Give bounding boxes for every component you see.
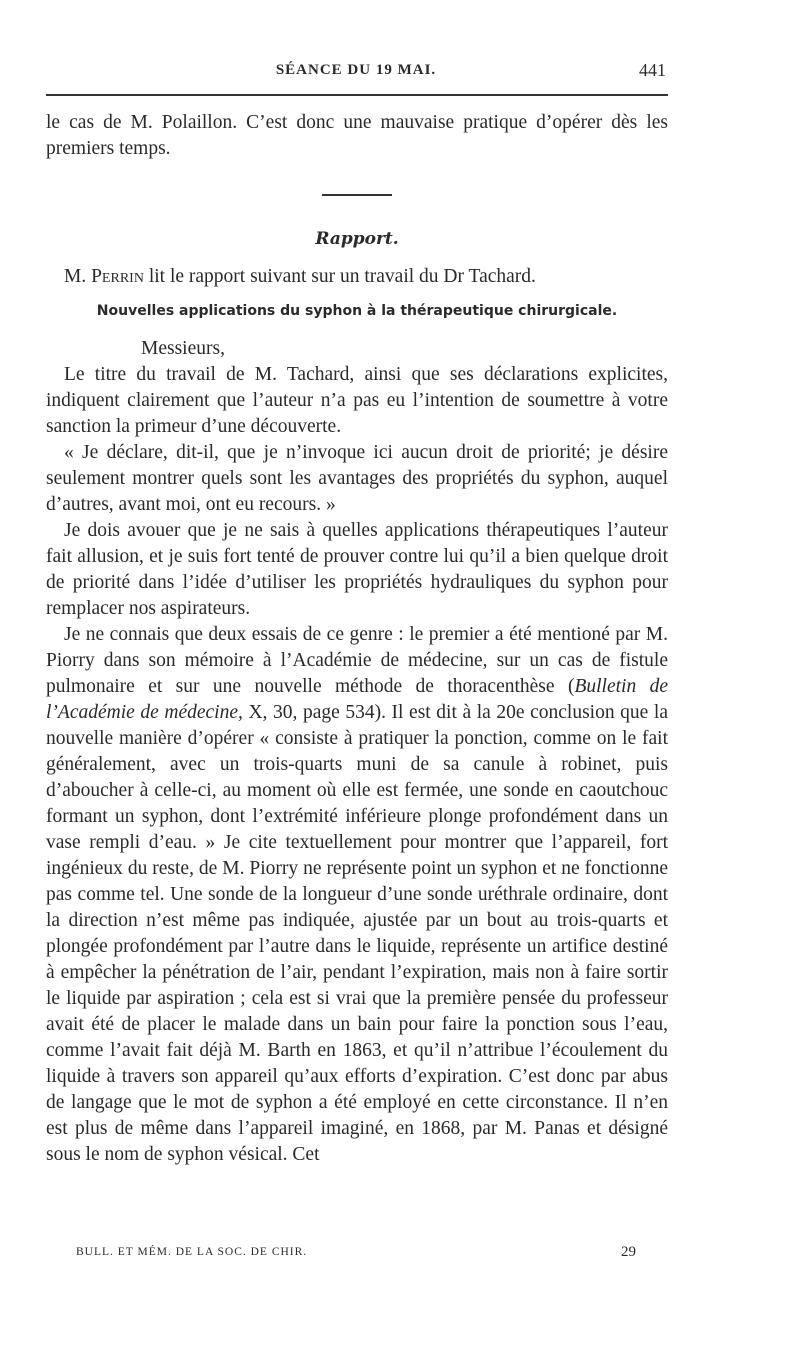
- paragraph: Le titre du travail de M. Tachard, ainsi que ses déclarations explicites, indiquent clairement que l’auteur n’a pas eu l’intention de soumettre à votre sanction la primeur d’une découverte.: [46, 364, 668, 437]
- salutation: Messieurs,: [141, 338, 225, 359]
- journal-footer: BULL. ET MÉM. DE LA SOC. DE CHIR.: [76, 1246, 308, 1258]
- page-body: [46, 110, 668, 1168]
- running-title: SÉANCE DU 19 MAI.: [275, 62, 437, 78]
- paragraph-text-part: X, 30, page 534). Il est dit à la 20e conclusion que la nouvelle manière d’opérer « consiste à pratiquer la ponction, comme on le fait généralement, avec un trois-quarts muni de sa canule à robinet, puis d’aboucher à celle-ci, au moment où elle est fermée, une sonde en caoutchouc formant un syphon, dont l’extrémité inférieure plonge profondément dans un vase rempli d’eau. » Je cite textuellement pour montrer que l’appareil, fort ingénieux du reste, de M. Piorry ne représente point un syphon et ne fonctionne pas comme tel. Une sonde de la longueur d’une sonde uréthrale ordinaire, dont la direction n’est même pas indiquée, ajustée par un bout au trois-quarts et plongée profondément par l’autre dans le liquide, représente un artifice destiné à empêcher la pénétration de l’air, pendant l’expiration, mais non à faire sortir le liquide par aspiration ; cela est si vrai que la première pensée du professeur avait été de placer le malade dans un bain pour faire la ponction sous l’eau, comme l’avait fait déjà M. Barth en 1863, et qu’il n’attribue l’écoulement du liquide à travers son appareil qu’aux efforts d’expiration. C’est donc par abus de langage que le mot de syphon a été employé en cette circonstance. Il n’en est plus de même dans l’appareil imaginé, en 1868, par M. Panas et désigné sous le nom de syphon vésical. Cet: [46, 702, 668, 1165]
- report-intro: [46, 264, 668, 290]
- paragraph-long: [46, 622, 668, 1168]
- paragraph: Je dois avouer que je ne sais à quelles applications thérapeutiques l’auteur fait allusion, et je suis fort tenté de prouver contre lui qu’il a bien quelque droit de priorité dans l’idée d’utiliser les propriétés hydrauliques du syphon pour remplacer nos aspirateurs.: [46, 520, 668, 619]
- page-footer: [76, 1246, 636, 1268]
- section-title: Rapport.: [315, 229, 399, 249]
- page-number: 441: [639, 60, 666, 80]
- continuation-paragraph: le cas de M. Polaillon. C’est donc une mauvaise pratique d’opérer dès les premiers temps.: [46, 112, 668, 159]
- header-rule: [46, 94, 668, 96]
- page-header: [46, 56, 666, 90]
- reporter-name: M. Perrin: [64, 266, 144, 287]
- report-intro-text: lit le rapport suivant sur un travail du Dr Tachard.: [143, 266, 536, 287]
- section-divider: [322, 194, 392, 196]
- bulletin-citation: Bulletin de l’Académie de médecine,: [46, 676, 668, 723]
- paragraph: « Je déclare, dit-il, que je n’invoque ici aucun droit de priorité; je désire seulement montrer quels sont les avantages des propriétés du syphon, auquel d’autres, avant moi, ont eu recours. »: [46, 442, 668, 515]
- paragraph-text-part: Je ne connais que deux essais de ce genre : le premier a été mentioné par M. Piorry dans son mémoire à l’Académie de médecine, sur un cas de fistule pulmonaire et sur une nouvelle méthode de thoracenthèse (: [46, 624, 668, 697]
- signature-number: 29: [621, 1244, 636, 1260]
- report-subtitle: Nouvelles applications du syphon à la thérapeutique chirurgicale.: [96, 303, 618, 319]
